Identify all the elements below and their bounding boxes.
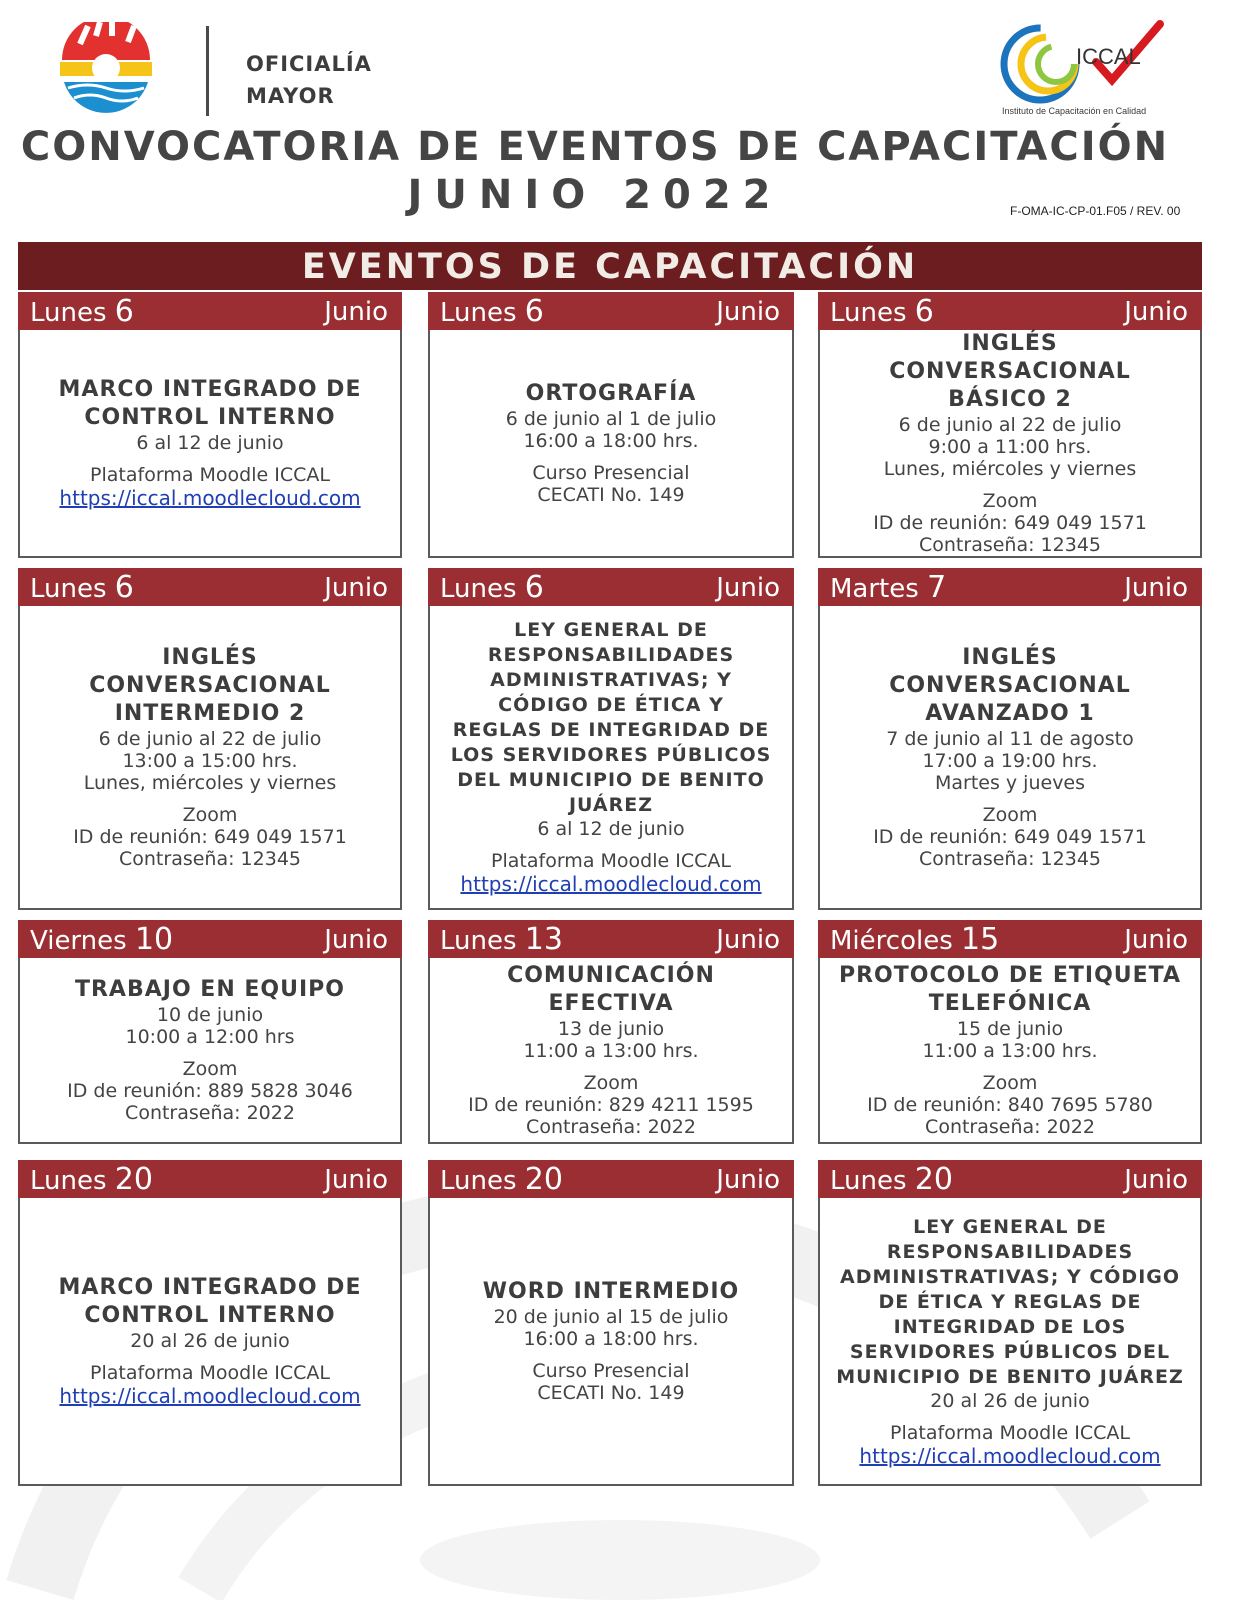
event-weekday: Lunes <box>830 1166 907 1196</box>
event-date-header <box>18 568 402 606</box>
moodle-link[interactable]: https://iccal.moodlecloud.com <box>859 1443 1161 1468</box>
event-title-line: CONVERSACIONAL <box>889 673 1131 698</box>
event-date-header <box>18 1160 402 1198</box>
event-day <box>30 1160 153 1201</box>
iccal-logo <box>1000 18 1180 120</box>
event-body <box>20 606 400 908</box>
event-location-line: ID de reunión: 840 7695 5780 <box>867 1094 1153 1116</box>
event-location-line: CECATI No. 149 <box>537 484 685 506</box>
event-title-line: INGLÉS <box>162 645 258 670</box>
event-date-header <box>18 920 402 958</box>
event-title-line: CONVERSACIONAL <box>889 359 1131 384</box>
event-card <box>18 568 402 910</box>
event-body <box>20 330 400 556</box>
event-card <box>18 292 402 558</box>
event-detail-line: 10:00 a 12:00 hrs <box>125 1026 295 1048</box>
event-title-line: DEL MUNICIPIO DE BENITO <box>457 769 765 791</box>
event-location-line: Contraseña: 12345 <box>919 848 1101 870</box>
event-weekday: Lunes <box>830 298 907 328</box>
event-title-line: INTERMEDIO 2 <box>114 701 306 726</box>
event-date-header <box>18 292 402 330</box>
event-detail-line: 16:00 a 18:00 hrs. <box>523 430 699 452</box>
event-card <box>428 568 794 910</box>
event-location-line: CECATI No. 149 <box>537 1382 685 1404</box>
iccal-logo-mark <box>1000 18 1180 108</box>
event-title-line: MUNICIPIO DE BENITO JUÁREZ <box>836 1365 1184 1388</box>
event-card <box>428 1160 794 1486</box>
event-day-number: 20 <box>914 1162 953 1197</box>
event-title-line: LOS SERVIDORES PÚBLICOS <box>450 744 772 766</box>
form-code: F-OMA-IC-CP-01.F05 / REV. 00 <box>1010 204 1181 218</box>
event-title-line: JUÁREZ <box>568 794 653 816</box>
event-body <box>430 1198 792 1484</box>
iccal-subtitle: Instituto de Capacitación en Calidad <box>1002 106 1147 116</box>
event-card <box>818 568 1202 910</box>
event-day <box>30 292 134 333</box>
event-weekday: Viernes <box>30 926 127 956</box>
event-location-line: Contraseña: 2022 <box>925 1116 1095 1138</box>
event-detail-line: 11:00 a 13:00 hrs. <box>523 1040 699 1062</box>
event-title-line: INTEGRIDAD DE LOS <box>893 1315 1127 1338</box>
event-detail-line: 7 de junio al 11 de agosto <box>886 728 1134 750</box>
event-title-line: ORTOGRAFÍA <box>525 381 697 406</box>
event-day-number: 6 <box>114 570 134 605</box>
event-body <box>430 606 792 908</box>
event-month: Junio <box>1124 573 1188 603</box>
event-title-line: RESPONSABILIDADES <box>886 1240 1134 1263</box>
event-date-header <box>818 920 1202 958</box>
event-detail-line: Martes y jueves <box>934 772 1086 794</box>
event-detail-line: 15 de junio <box>956 1018 1064 1040</box>
event-card <box>18 920 402 1144</box>
event-day-number: 6 <box>524 294 544 329</box>
event-day-number: 6 <box>114 294 134 329</box>
event-title-line: EFECTIVA <box>548 991 674 1016</box>
event-day <box>440 920 563 961</box>
page-subtitle-month: JUNIO 2022 <box>407 172 783 218</box>
event-title-line: MARCO INTEGRADO DE <box>58 1275 362 1300</box>
event-weekday: Lunes <box>440 574 517 604</box>
event-date-header <box>818 292 1202 330</box>
event-card <box>818 292 1202 558</box>
event-location-line: ID de reunión: 649 049 1571 <box>73 826 347 848</box>
event-location-line: Contraseña: 2022 <box>125 1102 295 1124</box>
event-body <box>820 606 1200 908</box>
event-title-line: COMUNICACIÓN <box>507 963 715 988</box>
event-weekday: Lunes <box>30 1166 107 1196</box>
event-day <box>830 1160 953 1201</box>
event-month: Junio <box>1124 1165 1188 1195</box>
event-title-line: REGLAS DE INTEGRIDAD DE <box>452 719 770 741</box>
event-date-header <box>428 292 794 330</box>
event-date-header <box>428 1160 794 1198</box>
event-title-line: CONTROL INTERNO <box>84 1303 336 1328</box>
event-title-line: LEY GENERAL DE <box>913 1215 1107 1238</box>
event-location-line: Zoom <box>182 1058 238 1080</box>
event-day <box>830 292 934 333</box>
event-month: Junio <box>1124 297 1188 327</box>
event-month: Junio <box>324 1165 388 1195</box>
event-month: Junio <box>324 573 388 603</box>
event-title-line: DE ÉTICA Y REGLAS DE <box>878 1290 1142 1313</box>
department-name <box>246 48 372 112</box>
event-location-line: Zoom <box>982 490 1038 512</box>
event-title-line: CÓDIGO DE ÉTICA Y <box>498 694 724 716</box>
event-body <box>20 958 400 1142</box>
event-weekday: Lunes <box>440 926 517 956</box>
event-month: Junio <box>716 925 780 955</box>
event-location-line: Contraseña: 12345 <box>919 534 1101 556</box>
event-date-header <box>428 568 794 606</box>
event-date-header <box>818 1160 1202 1198</box>
event-body <box>20 1198 400 1484</box>
event-detail-line: 11:00 a 13:00 hrs. <box>922 1040 1098 1062</box>
event-title-line: CONTROL INTERNO <box>84 405 336 430</box>
event-location-line: Zoom <box>182 804 238 826</box>
event-date-header <box>818 568 1202 606</box>
event-detail-line: 20 al 26 de junio <box>130 1330 290 1352</box>
event-card <box>428 920 794 1144</box>
event-card <box>818 1160 1202 1486</box>
event-day-number: 13 <box>524 922 563 957</box>
event-month: Junio <box>716 1165 780 1195</box>
event-body <box>820 1198 1200 1484</box>
event-location-line: ID de reunión: 889 5828 3046 <box>67 1080 353 1102</box>
event-detail-line: 17:00 a 19:00 hrs. <box>922 750 1098 772</box>
moodle-link[interactable]: https://iccal.moodlecloud.com <box>59 1384 361 1408</box>
event-location-line: Plataforma Moodle ICCAL <box>90 464 330 486</box>
event-location-line: Plataforma Moodle ICCAL <box>491 850 731 872</box>
event-location-line: Curso Presencial <box>532 462 690 484</box>
event-location-line: Zoom <box>982 804 1038 826</box>
event-title-line: SERVIDORES PÚBLICOS DEL <box>849 1340 1171 1363</box>
event-day <box>830 920 999 961</box>
event-body <box>820 958 1200 1142</box>
department-line-1: OFICIALÍA <box>246 52 372 76</box>
event-location-line: Contraseña: 12345 <box>119 848 301 870</box>
event-day-number: 20 <box>114 1162 153 1197</box>
iccal-logo-text: ICCAL <box>1076 44 1141 69</box>
event-title-line: ADMINISTRATIVAS; Y CÓDIGO <box>839 1265 1181 1288</box>
event-detail-line: 16:00 a 18:00 hrs. <box>523 1328 699 1350</box>
event-weekday: Lunes <box>440 1166 517 1196</box>
event-location-line: Plataforma Moodle ICCAL <box>90 1362 330 1384</box>
event-detail-line: 6 de junio al 1 de julio <box>505 408 717 430</box>
event-detail-line: 20 de junio al 15 de julio <box>493 1306 729 1328</box>
event-detail-line: Lunes, miércoles y viernes <box>83 772 337 794</box>
event-card <box>818 920 1202 1144</box>
page-title: CONVOCATORIA DE EVENTOS DE CAPACITACIÓN <box>20 124 1170 170</box>
event-body <box>820 330 1200 556</box>
event-title-line: INGLÉS <box>962 645 1058 670</box>
event-month: Junio <box>716 573 780 603</box>
event-detail-line: Lunes, miércoles y viernes <box>883 458 1137 480</box>
event-card <box>18 1160 402 1486</box>
event-title-line: MARCO INTEGRADO DE <box>58 377 362 402</box>
event-location-line: Zoom <box>583 1072 639 1094</box>
event-detail-line: 6 al 12 de junio <box>136 432 284 454</box>
event-weekday: Lunes <box>440 298 517 328</box>
event-body <box>430 958 792 1142</box>
event-detail-line: 6 de junio al 22 de julio <box>98 728 322 750</box>
event-title-line: CONVERSACIONAL <box>89 673 331 698</box>
event-day <box>30 568 134 609</box>
event-body <box>430 330 792 556</box>
moodle-link[interactable]: https://iccal.moodlecloud.com <box>59 486 361 510</box>
event-day <box>830 568 946 609</box>
event-detail-line: 20 al 26 de junio <box>930 1389 1090 1412</box>
event-day-number: 15 <box>961 922 1000 957</box>
event-title-line: TRABAJO EN EQUIPO <box>74 977 346 1002</box>
event-day-number: 10 <box>134 922 174 957</box>
event-day-number: 7 <box>927 570 947 605</box>
event-date-header <box>428 920 794 958</box>
event-location-line: Plataforma Moodle ICCAL <box>890 1421 1130 1444</box>
event-day <box>30 920 173 961</box>
event-month: Junio <box>716 297 780 327</box>
event-title-line: LEY GENERAL DE <box>514 619 708 641</box>
section-banner: EVENTOS DE CAPACITACIÓN <box>18 242 1202 290</box>
event-location-line: ID de reunión: 649 049 1571 <box>873 826 1147 848</box>
event-location-line: Zoom <box>982 1072 1038 1094</box>
event-title-line: BÁSICO 2 <box>948 387 1072 412</box>
event-weekday: Lunes <box>30 298 107 328</box>
event-weekday: Martes <box>830 574 919 604</box>
event-day-number: 20 <box>524 1162 563 1197</box>
event-location-line: Curso Presencial <box>532 1360 690 1382</box>
event-card <box>428 292 794 558</box>
event-title-line: RESPONSABILIDADES <box>487 644 735 666</box>
event-detail-line: 13 de junio <box>557 1018 665 1040</box>
event-month: Junio <box>324 297 388 327</box>
department-line-2: MAYOR <box>246 84 335 108</box>
benito-juarez-logo <box>58 22 154 118</box>
event-title-line: INGLÉS <box>962 331 1058 356</box>
moodle-link[interactable]: https://iccal.moodlecloud.com <box>460 872 762 896</box>
event-title-line: TELEFÓNICA <box>928 991 1092 1016</box>
event-detail-line: 10 de junio <box>156 1004 264 1026</box>
event-day <box>440 292 544 333</box>
event-detail-line: 9:00 a 11:00 hrs. <box>928 436 1092 458</box>
event-weekday: Miércoles <box>830 926 953 956</box>
event-title-line: PROTOCOLO DE ETIQUETA <box>838 963 1181 988</box>
event-detail-line: 13:00 a 15:00 hrs. <box>122 750 298 772</box>
header-divider <box>206 26 209 116</box>
event-location-line: Contraseña: 2022 <box>526 1116 696 1138</box>
event-detail-line: 6 de junio al 22 de julio <box>898 414 1122 436</box>
event-title-line: ADMINISTRATIVAS; Y <box>490 669 732 691</box>
event-month: Junio <box>324 925 388 955</box>
event-day <box>440 568 544 609</box>
event-weekday: Lunes <box>30 574 107 604</box>
event-location-line: ID de reunión: 649 049 1571 <box>873 512 1147 534</box>
event-location-line: ID de reunión: 829 4211 1595 <box>468 1094 754 1116</box>
event-month: Junio <box>1124 925 1188 955</box>
event-detail-line: 6 al 12 de junio <box>537 818 685 840</box>
event-title-line: AVANZADO 1 <box>925 701 1095 726</box>
event-day-number: 6 <box>524 570 544 605</box>
event-day <box>440 1160 563 1201</box>
event-title-line: WORD INTERMEDIO <box>482 1279 740 1304</box>
event-day-number: 6 <box>914 294 934 329</box>
